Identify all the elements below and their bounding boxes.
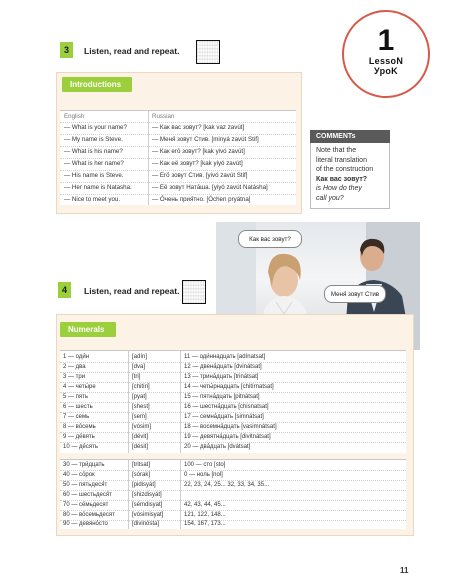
comment-line: of the construction bbox=[316, 166, 374, 174]
comments-body bbox=[310, 143, 390, 209]
row-divider bbox=[60, 382, 406, 383]
exercise-3-badge: 3 bbox=[60, 42, 73, 58]
qr-code-icon[interactable] bbox=[182, 280, 206, 304]
numeral-ru-2: 16 — шестна́дцать [chisnatsat] bbox=[184, 404, 269, 410]
table-row-ru: — Её зовут Ната́ша. [yiyó zavút Natásha] bbox=[152, 184, 268, 191]
introductions-table bbox=[60, 110, 296, 205]
column-header-russian: Russian bbox=[152, 113, 175, 120]
numeral-translit: [tri] bbox=[132, 374, 141, 380]
comment-line: Как вас зовут? bbox=[316, 175, 368, 183]
row-divider bbox=[60, 412, 406, 413]
numeral-ru: 5 — пять bbox=[63, 394, 89, 400]
numeral-ru-2: 22, 23, 24, 25... 32, 33, 34, 35... bbox=[184, 482, 270, 488]
numeral-ru-2: 154, 167, 173... bbox=[184, 521, 226, 527]
numeral-ru: 4 — четы́ре bbox=[63, 384, 96, 390]
numeral-ru-2: 20 — два́дцать [dvátsat] bbox=[184, 444, 251, 450]
numeral-ru: 2 — два bbox=[63, 364, 86, 370]
exercise-3-instruction: Listen, read and repeat. bbox=[84, 46, 180, 56]
row-divider bbox=[60, 362, 406, 363]
page-number: 11 bbox=[400, 566, 409, 575]
column-divider bbox=[180, 351, 181, 529]
table-row-ru: — Как вас зовут? [kak vaz zavút] bbox=[152, 124, 245, 131]
numeral-ru: 40 — со́рок bbox=[63, 472, 95, 478]
numeral-ru: 70 — се́мьдесят bbox=[63, 502, 109, 508]
table-row-en: — Nice to meet you. bbox=[64, 196, 121, 203]
row-divider bbox=[60, 442, 406, 443]
numeral-ru: 7 — семь bbox=[63, 414, 90, 420]
numeral-ru: 30 — три́дцать bbox=[63, 462, 105, 468]
table-row-en: — My name is Steve. bbox=[64, 136, 123, 143]
table-row-en: — Her name is Natasha. bbox=[64, 184, 132, 191]
numeral-translit: [adín] bbox=[132, 354, 148, 360]
row-divider bbox=[60, 510, 406, 511]
numeral-ru-2: 14 — четы́рнадцать [chitírnatsat] bbox=[184, 384, 274, 390]
comment-line: is How do they bbox=[316, 185, 362, 193]
introductions-tab: Introductions bbox=[62, 77, 132, 92]
numeral-translit: [chitíri] bbox=[132, 384, 150, 390]
numeral-translit: [tritsat] bbox=[132, 462, 151, 468]
numeral-ru: 80 — во́семьдесят bbox=[63, 512, 115, 518]
lesson-label-ru: УроK bbox=[374, 66, 398, 76]
numeral-translit: [vósim] bbox=[132, 424, 152, 430]
numeral-translit: [sem] bbox=[132, 414, 147, 420]
exercise-4-instruction: Listen, read and repeat. bbox=[84, 286, 180, 296]
numeral-ru-2: 0 — ноль [nol] bbox=[184, 472, 223, 478]
row-divider bbox=[60, 520, 406, 521]
numeral-translit: [divinósta] bbox=[132, 521, 160, 527]
table-row-en: — What is her name? bbox=[64, 160, 124, 167]
speech-bubble-right: Меня́ зовут Стив bbox=[324, 285, 386, 303]
numeral-ru-2: 18 — восемна́дцать [vasimnátsat] bbox=[184, 424, 277, 430]
numeral-translit: [pidisyát] bbox=[132, 482, 156, 488]
numeral-ru-2: 13 — трина́дцать [trinátsat] bbox=[184, 374, 259, 380]
exercise-4-badge: 4 bbox=[58, 282, 71, 298]
row-divider bbox=[60, 392, 406, 393]
comment-line: Note that the bbox=[316, 147, 357, 154]
table-row-ru: — О́чень прия́тно. [Óchen pryátna] bbox=[152, 196, 251, 203]
numeral-ru: 9 — де́вять bbox=[63, 434, 95, 440]
row-divider bbox=[60, 470, 406, 471]
row-divider bbox=[60, 490, 406, 491]
numeral-translit: [pyat] bbox=[132, 394, 147, 400]
numeral-ru-2: 42, 43, 44, 45... bbox=[184, 502, 226, 508]
numeral-ru: 10 — де́сять bbox=[63, 444, 98, 450]
lesson-label-en: LessoN bbox=[368, 56, 404, 66]
numeral-translit: [vósimisyat] bbox=[132, 512, 164, 518]
qr-code-icon[interactable] bbox=[196, 40, 220, 64]
numeral-ru: 50 — пятьдеся́т bbox=[63, 482, 108, 488]
row-divider bbox=[60, 480, 406, 481]
numeral-ru: 8 — во́семь bbox=[63, 424, 96, 430]
numeral-ru-2: 19 — девятна́дцать [divitnátsat] bbox=[184, 434, 271, 440]
row-divider bbox=[60, 422, 406, 423]
numeral-ru: 3 — три bbox=[63, 374, 86, 380]
table-row-ru: — Как её зовут? [kak yiyó zavút] bbox=[152, 160, 243, 167]
numerals-tab: Numerals bbox=[60, 322, 116, 337]
row-divider bbox=[60, 194, 296, 195]
row-divider bbox=[60, 372, 406, 373]
numeral-translit: [désit] bbox=[132, 444, 149, 450]
column-divider bbox=[128, 351, 129, 529]
row-divider bbox=[60, 402, 406, 403]
table-row-ru: — Меня́ зовут Стив. [minyá zavút Stif] bbox=[152, 136, 259, 143]
row-divider bbox=[60, 182, 296, 183]
numeral-ru-2: 121, 122, 148... bbox=[184, 512, 226, 518]
numeral-translit: [shizdisyát] bbox=[132, 492, 162, 498]
row-divider bbox=[60, 134, 296, 135]
row-divider bbox=[60, 158, 296, 159]
numeral-ru: 60 — шестьдеся́т bbox=[63, 492, 112, 498]
lesson-badge bbox=[342, 10, 430, 98]
numeral-ru-2: 12 — двена́дцать [dvinátsat] bbox=[184, 364, 262, 370]
row-divider bbox=[60, 432, 406, 433]
numerals-table bbox=[60, 350, 406, 529]
numeral-translit: [shest] bbox=[132, 404, 150, 410]
numeral-ru: 6 — шесть bbox=[63, 404, 93, 410]
row-divider bbox=[60, 170, 296, 171]
comment-line: call you? bbox=[316, 194, 344, 202]
numeral-ru: 1 — оди́н bbox=[63, 354, 90, 360]
numeral-translit: [dva] bbox=[132, 364, 146, 370]
table-row-ru: — Его́ зовут Стив. [yivó zavút Stif] bbox=[152, 172, 248, 179]
numeral-translit: [sórak] bbox=[132, 472, 151, 478]
numeral-ru-2: 15 — пятна́дцать [pitnátsat] bbox=[184, 394, 260, 400]
table-row-en: — His name is Steve. bbox=[64, 172, 124, 179]
row-divider bbox=[60, 500, 406, 501]
table-row-ru: — Как его́ зовут? [kak yivó zavút] bbox=[152, 148, 245, 155]
row-divider bbox=[60, 122, 296, 123]
row-divider bbox=[60, 146, 296, 147]
comments-header: COMMENTs bbox=[310, 130, 390, 143]
block-separator-line bbox=[60, 459, 406, 460]
table-row-en: — What is his name? bbox=[64, 148, 123, 155]
numeral-ru-2: 100 — сто [sto] bbox=[184, 462, 226, 468]
numeral-translit: [sémdisyat] bbox=[132, 502, 163, 508]
numeral-translit: [dévit] bbox=[132, 434, 149, 440]
table-row-en: — What is your name? bbox=[64, 124, 127, 131]
numeral-ru-2: 17 — семна́дцать [simnátsat] bbox=[184, 414, 264, 420]
numeral-ru-2: 11 — оди́ннадцать [adínatsat] bbox=[184, 354, 266, 360]
numeral-ru: 90 — девяно́сто bbox=[63, 521, 108, 527]
column-header-english: English bbox=[64, 113, 85, 120]
comment-line: literal translation bbox=[316, 156, 367, 164]
speech-bubble-left: Как вас зовут? bbox=[238, 230, 302, 248]
lesson-number: 1 bbox=[377, 24, 395, 57]
